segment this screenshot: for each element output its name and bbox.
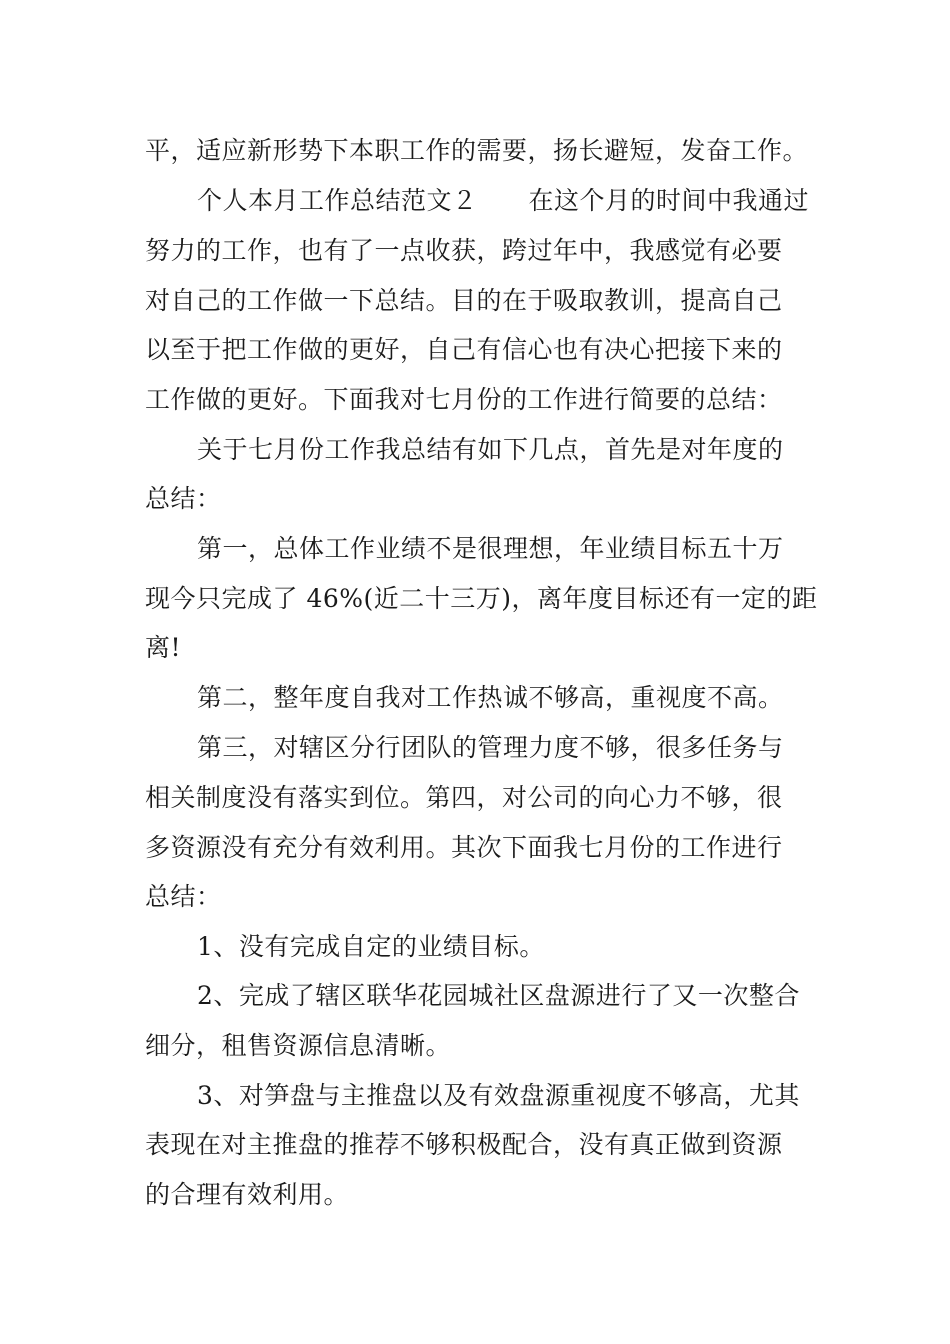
text-line: 细分，租售资源信息清晰。 — [145, 1031, 452, 1060]
text-line: 3、对笋盘与主推盘以及有效盘源重视度不够高，尤其 — [197, 1081, 800, 1110]
text-line: 第三，对辖区分行团队的管理力度不够，很多任务与 — [197, 733, 784, 762]
text-line: 平，适应新形势下本职工作的需要，扬长避短，发奋工作。 — [145, 136, 809, 165]
text-line: 多资源没有充分有效利用。其次下面我七月份的工作进行 — [145, 833, 783, 862]
text-line: 对自己的工作做一下总结。目的在于吸取教训，提高自己 — [145, 286, 783, 315]
text-line: 相关制度没有落实到位。第四，对公司的向心力不够，很 — [145, 783, 783, 812]
text-line: 工作做的更好。下面我对七月份的工作进行简要的总结： — [145, 385, 783, 414]
text-line: 2、完成了辖区联华花园城社区盘源进行了又一次整合 — [197, 981, 800, 1010]
text-line: 个人本月工作总结范文２ 在这个月的时间中我通过 — [197, 186, 810, 215]
text-line: 现今只完成了 46%(近二十三万)，离年度目标还有一定的距 — [145, 584, 818, 613]
text-line: 第一，总体工作业绩不是很理想，年业绩目标五十万 — [197, 534, 784, 563]
text-line: 第二，整年度自我对工作热诚不够高，重视度不高。 — [197, 683, 784, 712]
text-line: 表现在对主推盘的推荐不够积极配合，没有真正做到资源 — [145, 1130, 783, 1159]
text-line: 努力的工作，也有了一点收获，跨过年中，我感觉有必要 — [145, 236, 783, 265]
text-line: 1、没有完成自定的业绩目标。 — [197, 932, 545, 961]
text-line: 以至于把工作做的更好，自己有信心也有决心把接下来的 — [145, 335, 783, 364]
text-line: 的合理有效利用。 — [145, 1180, 350, 1209]
text-line: 总结： — [145, 484, 222, 513]
text-line: 离! — [145, 633, 182, 662]
text-line: 总结： — [145, 882, 222, 911]
text-line: 关于七月份工作我总结有如下几点，首先是对年度的 — [197, 435, 784, 464]
